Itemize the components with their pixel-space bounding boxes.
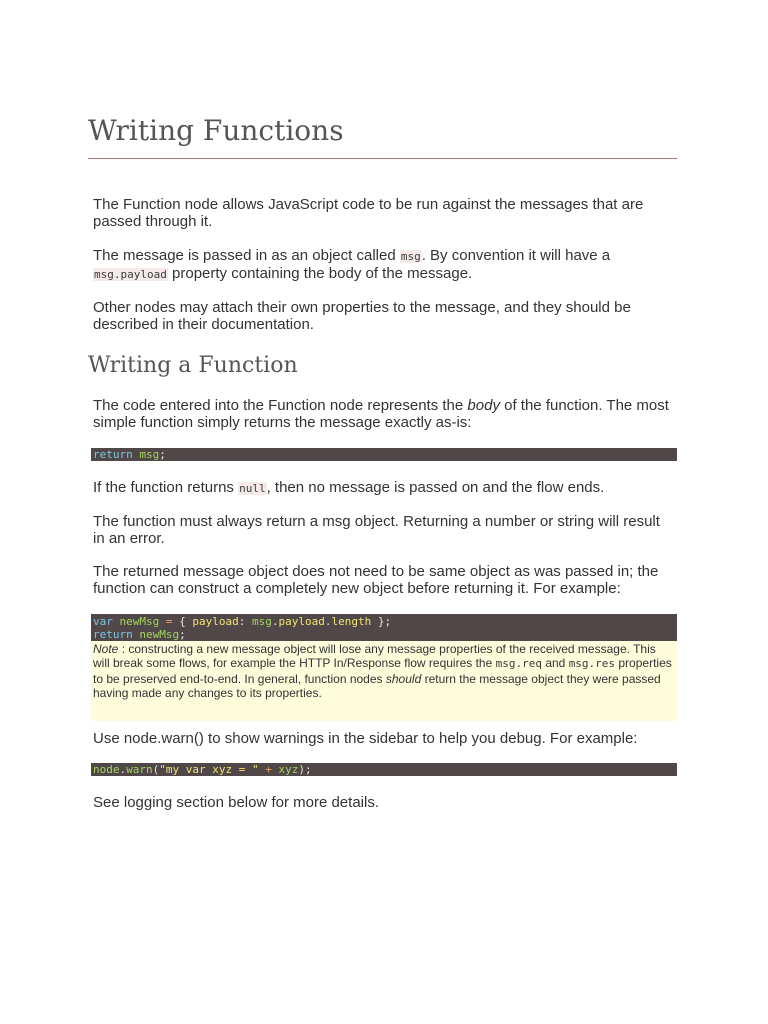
emphasis-body: body: [467, 397, 500, 414]
inline-code-msg: msg: [400, 250, 421, 263]
inline-code-null: null: [239, 482, 266, 495]
code-block-node-warn: node.warn("my var xyz = " + xyz);: [91, 763, 677, 776]
section-paragraph-1: The code entered into the Function node represents the body of the function. The most simple function simply returns the message exactly as-is:: [93, 397, 669, 431]
emphasis-should: should: [385, 671, 422, 686]
section-paragraph-2: If the function returns null, then no message is passed on and the flow ends.: [93, 479, 605, 496]
page-title: Writing Functions: [88, 114, 344, 147]
section-paragraph-3: The function must always return a msg object. Returning a number or string will result in an error.: [93, 513, 660, 547]
section-paragraph-4: The returned message object does not need to be same object as was passed in; the function can construct a completely new object before returning it. For example:: [93, 563, 659, 597]
note-label: Note: [93, 642, 119, 656]
inline-code-msg-req: msg.req: [495, 657, 542, 671]
section-heading: Writing a Function: [88, 353, 298, 378]
note-box: Note : constructing a new message object will lose any message properties of the received message. This will break some flows, for example the HTTP In/Response flow requires the msg.req and msg.res properties to be preserved end-to-end. In general, function nodes should return the message object they were passed having made any changes to its properties.: [91, 641, 677, 721]
code-block-return-msg: return msg;: [91, 448, 677, 461]
section-paragraph-5: Use node.warn() to show warnings in the sidebar to help you debug. For example:: [93, 730, 638, 747]
intro-paragraph-2: The message is passed in as an object called msg. By convention it will have a msg.payload property containing the body of the message.: [93, 247, 611, 282]
section-paragraph-6: See logging section below for more details.: [93, 794, 379, 811]
inline-code-msg-payload: msg.payload: [94, 268, 167, 281]
intro-paragraph-1: The Function node allows JavaScript code to be run against the messages that are passed through it.: [93, 196, 644, 230]
intro-paragraph-3: Other nodes may attach their own properties to the message, and they should be described in their documentation.: [93, 299, 631, 333]
code-block-new-msg: var newMsg = { payload: msg.payload.length }; return newMsg;: [91, 614, 677, 641]
inline-code-msg-res: msg.res: [568, 657, 616, 671]
title-divider: [88, 158, 677, 159]
